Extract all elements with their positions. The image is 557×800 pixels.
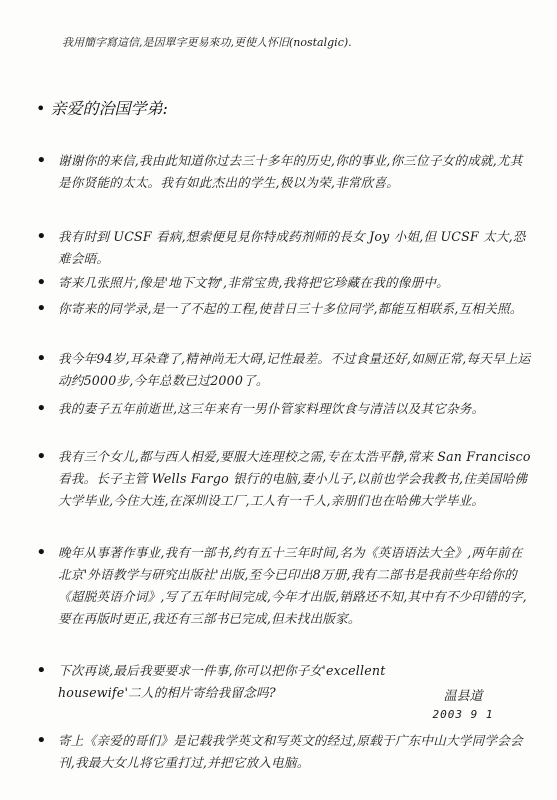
paragraph-2 <box>36 226 535 270</box>
paragraph-text: 你寄来的同学录,是一了不起的工程,使昔日三十多位同学,都能互相联系,互相关照。 <box>58 301 523 316</box>
bullet-icon: • <box>36 99 46 118</box>
greeting <box>36 96 168 119</box>
bullet-icon: • <box>36 150 47 171</box>
paragraph-text: 我的妻子五年前逝世,这三年来有一男仆管家料理饮食与清洁以及其它杂务。 <box>58 401 485 416</box>
paragraph-text: 我有三个女儿,都与西人相爱,要服大连理校之需,专在太浩平静,常来 San Francisco 看我。长子主管 Wells Fargo 银行的电脑,妻小儿子,以前也学会我教书,住美国哈佛大学毕业,今住大连,在深圳设工厂,工人有一千人,亲朋们也在哈佛大学毕业。 <box>58 449 531 508</box>
paragraph-10 <box>36 730 535 774</box>
paragraph-text: 我有时到 UCSF 看病,想索便見見你特成药剂师的長女 Joy 小姐,但 UCSF 太大,恐难会晤。 <box>58 229 526 266</box>
signature-date: 2003 9 1 <box>432 708 494 721</box>
paragraph-4 <box>36 298 535 320</box>
greeting-text: 亲爱的治国学弟: <box>50 99 168 118</box>
paragraph-6 <box>36 398 535 420</box>
bullet-icon: • <box>36 446 47 467</box>
paragraph-3 <box>36 272 535 294</box>
paragraph-text: 我今年94岁,耳朵聋了,精神尚无大碍,记性最差。不过食量还好,如厕正常,每天早上运动约5000步,今年总数已过2000了。 <box>58 351 531 388</box>
bullet-icon: • <box>36 272 47 293</box>
header-note: 我用簡字寫這信,是因單字更易來功,更使人怀旧(nostalgic). <box>62 36 352 49</box>
paragraph-1 <box>36 150 535 194</box>
signature-block <box>403 688 523 724</box>
signature-name: 温县道 <box>443 689 483 704</box>
paragraph-text: 晚年从事著作事业,我有一部书,约有五十三年时间,名为《英语语法大全》,两年前在北京'外语教学与研究出版社'出版,至今已印出8万册,我有二部书是我前些年给你的《超脱英语介词》,写了五年时间完成,今年才出版,销路还不知,其中有不少印错的字,要在再版时更正,我还有三部书已完成,但未找出版家。 <box>58 545 527 626</box>
paragraph-text: 谢谢你的来信,我由此知道你过去三十多年的历史,你的事业,你三位子女的成就,尤其是你贤能的太太。我有如此杰出的学生,极以为荣,非常欣喜。 <box>58 153 523 190</box>
paragraph-7 <box>36 446 535 512</box>
paragraph-text: 寄上《亲爱的哥们》是记载我学英文和写英文的经过,原载于广东中山大学同学会会刊,我最大女儿将它重打过,并把它放入电脑。 <box>58 733 523 770</box>
bullet-icon: • <box>36 660 47 681</box>
bullet-icon: • <box>36 298 47 319</box>
paragraph-8 <box>36 542 535 630</box>
bullet-icon: • <box>36 542 47 563</box>
bullet-icon: • <box>36 226 47 247</box>
paragraph-5 <box>36 348 535 392</box>
bullet-icon: • <box>36 348 47 369</box>
bullet-icon: • <box>36 730 47 751</box>
paragraph-9 <box>36 660 400 704</box>
bullet-icon: • <box>36 398 47 419</box>
paragraph-text: 寄来几张照片,像是'地下文物',非常宝贵,我将把它珍藏在我的像册中。 <box>58 275 449 290</box>
paragraph-text: 下次再谈,最后我要要求一件事,你可以把你子女'excellent housewife'二人的相片寄给我留念吗? <box>58 663 386 700</box>
